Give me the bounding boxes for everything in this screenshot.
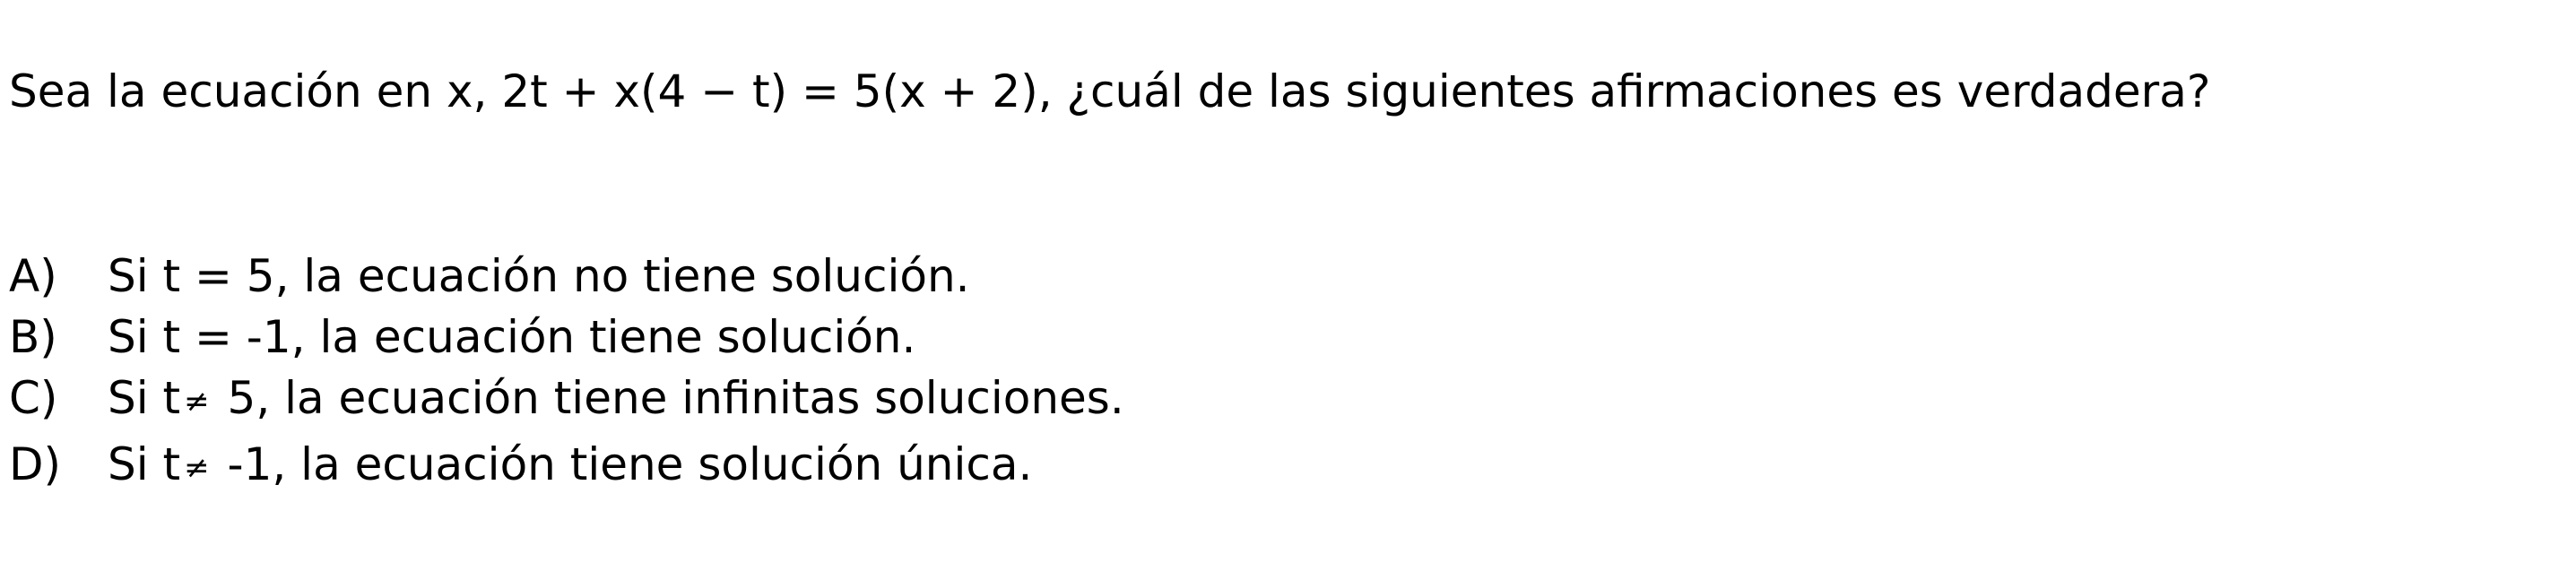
option-letter: B)	[9, 311, 57, 363]
option-letter: C)	[9, 372, 58, 424]
option-text: Si t = -1, la ecuación tiene solución.	[108, 311, 916, 363]
option-letter: A)	[9, 250, 57, 302]
not-equal-symbol: ≠	[184, 450, 210, 486]
option-text-end: -1, la ecuación tiene solución única.	[212, 438, 1033, 490]
not-equal-symbol: ≠	[184, 384, 210, 420]
option-c	[9, 368, 1124, 434]
option-b	[9, 307, 1124, 368]
option-text-end: 5, la ecuación tiene infinitas soluciones.	[212, 372, 1124, 424]
option-letter: D)	[9, 438, 62, 490]
option-d	[9, 434, 1124, 500]
option-text: Si t = 5, la ecuación no tiene solución.	[108, 250, 970, 302]
option-text-start: Si t	[108, 438, 181, 490]
option-text-start: Si t	[108, 372, 181, 424]
option-a	[9, 246, 1124, 307]
question-text: Sea la ecuación en x, 2t + x(4 − t) = 5(x + 2), ¿cuál de las siguientes afirmaciones es verdadera?	[9, 65, 2211, 117]
answer-options	[9, 246, 1124, 500]
document	[9, 61, 2555, 490]
